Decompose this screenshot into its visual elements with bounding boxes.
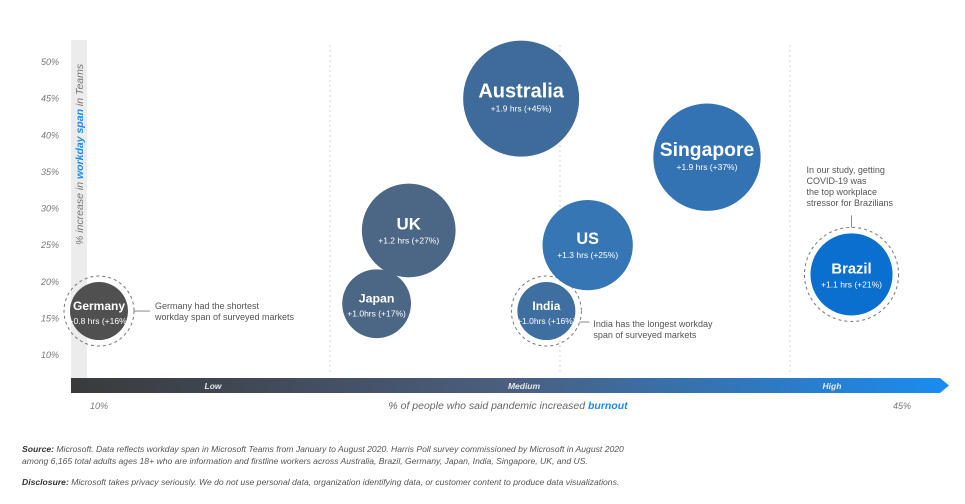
bubble-uk xyxy=(362,184,456,278)
y-tick-label: 20% xyxy=(40,276,59,287)
y-axis-label: % increase in workday span in Teams xyxy=(74,63,86,245)
bubble-name: Germany xyxy=(72,299,126,314)
y-tick-label: 45% xyxy=(40,93,59,104)
bubble-value: +1.2 hrs (+27%) xyxy=(378,235,440,246)
y-tick-label: 15% xyxy=(40,313,59,324)
y-tick-label: 25% xyxy=(40,240,59,251)
x-axis-label: % of people who said pandemic increased burnout xyxy=(388,400,628,412)
bubble-australia xyxy=(463,41,579,157)
germany-annotation: Germany had the shortest workday span of surveyed markets xyxy=(155,301,295,323)
disclosure-label: Disclosure: xyxy=(22,477,69,487)
bubble-name: Brazil xyxy=(831,261,872,278)
y-tick-label: 10% xyxy=(40,350,59,360)
bubble-name: US xyxy=(576,230,599,249)
bubble-brazil xyxy=(804,227,898,321)
disclosure-text: Microsoft takes privacy seriously. We do not use personal data, organization identifying data, or customer content to produce data visualizations. xyxy=(71,477,620,487)
y-tick-label: 50% xyxy=(40,57,59,67)
bubble-value: +1.1 hrs (+21%) xyxy=(821,279,883,290)
bubble-singapore xyxy=(653,104,760,211)
bubble-name: UK xyxy=(396,214,421,234)
source-label: Source: xyxy=(22,444,54,454)
brazil-annotation: In our study, getting COVID-19 was the top workplace stressor for Brazilians xyxy=(806,165,894,208)
band-label-medium: Medium xyxy=(507,381,541,391)
source-line-1: Microsoft. Data reflects workday span in Microsoft Teams from January to August 2020. Harris Poll survey commissioned by Microsoft in August 2020 xyxy=(56,444,624,454)
bubble-us xyxy=(543,200,633,290)
bubble-name: Singapore xyxy=(659,140,755,162)
source-line-2: among 6,165 total adults ages 18+ who are information and firstline workers across Australia, Brazil, Germany, Japan, India, Singapore, UK, and US. xyxy=(22,456,588,466)
y-tick-label: 35% xyxy=(40,166,59,177)
bubble-name: India xyxy=(532,299,561,314)
bubble-value: +1.0hrs (+16%) xyxy=(517,316,576,327)
bubble-value: +1.3 hrs (+25%) xyxy=(557,250,619,261)
bubble-value: +0.8 hrs (+16%) xyxy=(68,316,130,327)
bubble-name: Japan xyxy=(358,291,395,306)
band-label-high: High xyxy=(822,381,842,391)
annotations xyxy=(134,165,894,340)
bubble-value: +1.0hrs (+17%) xyxy=(347,308,406,319)
bubble-japan xyxy=(342,269,411,338)
y-tick-label: 30% xyxy=(40,203,59,214)
bubble-value: +1.9 hrs (+45%) xyxy=(490,103,552,114)
disclosure-note xyxy=(22,476,722,488)
x-axis xyxy=(71,378,949,412)
bubble-name: Australia xyxy=(478,80,564,103)
india-annotation: India has the longest workday span of surveyed markets xyxy=(593,319,713,341)
x-tick-label: 10% xyxy=(89,401,109,411)
y-tick-label: 40% xyxy=(40,130,59,141)
band-label-low: Low xyxy=(204,381,222,391)
x-tick-label: 45% xyxy=(892,401,912,411)
bubble-value: +1.9 hrs (+37%) xyxy=(676,162,738,173)
source-note xyxy=(22,443,722,467)
